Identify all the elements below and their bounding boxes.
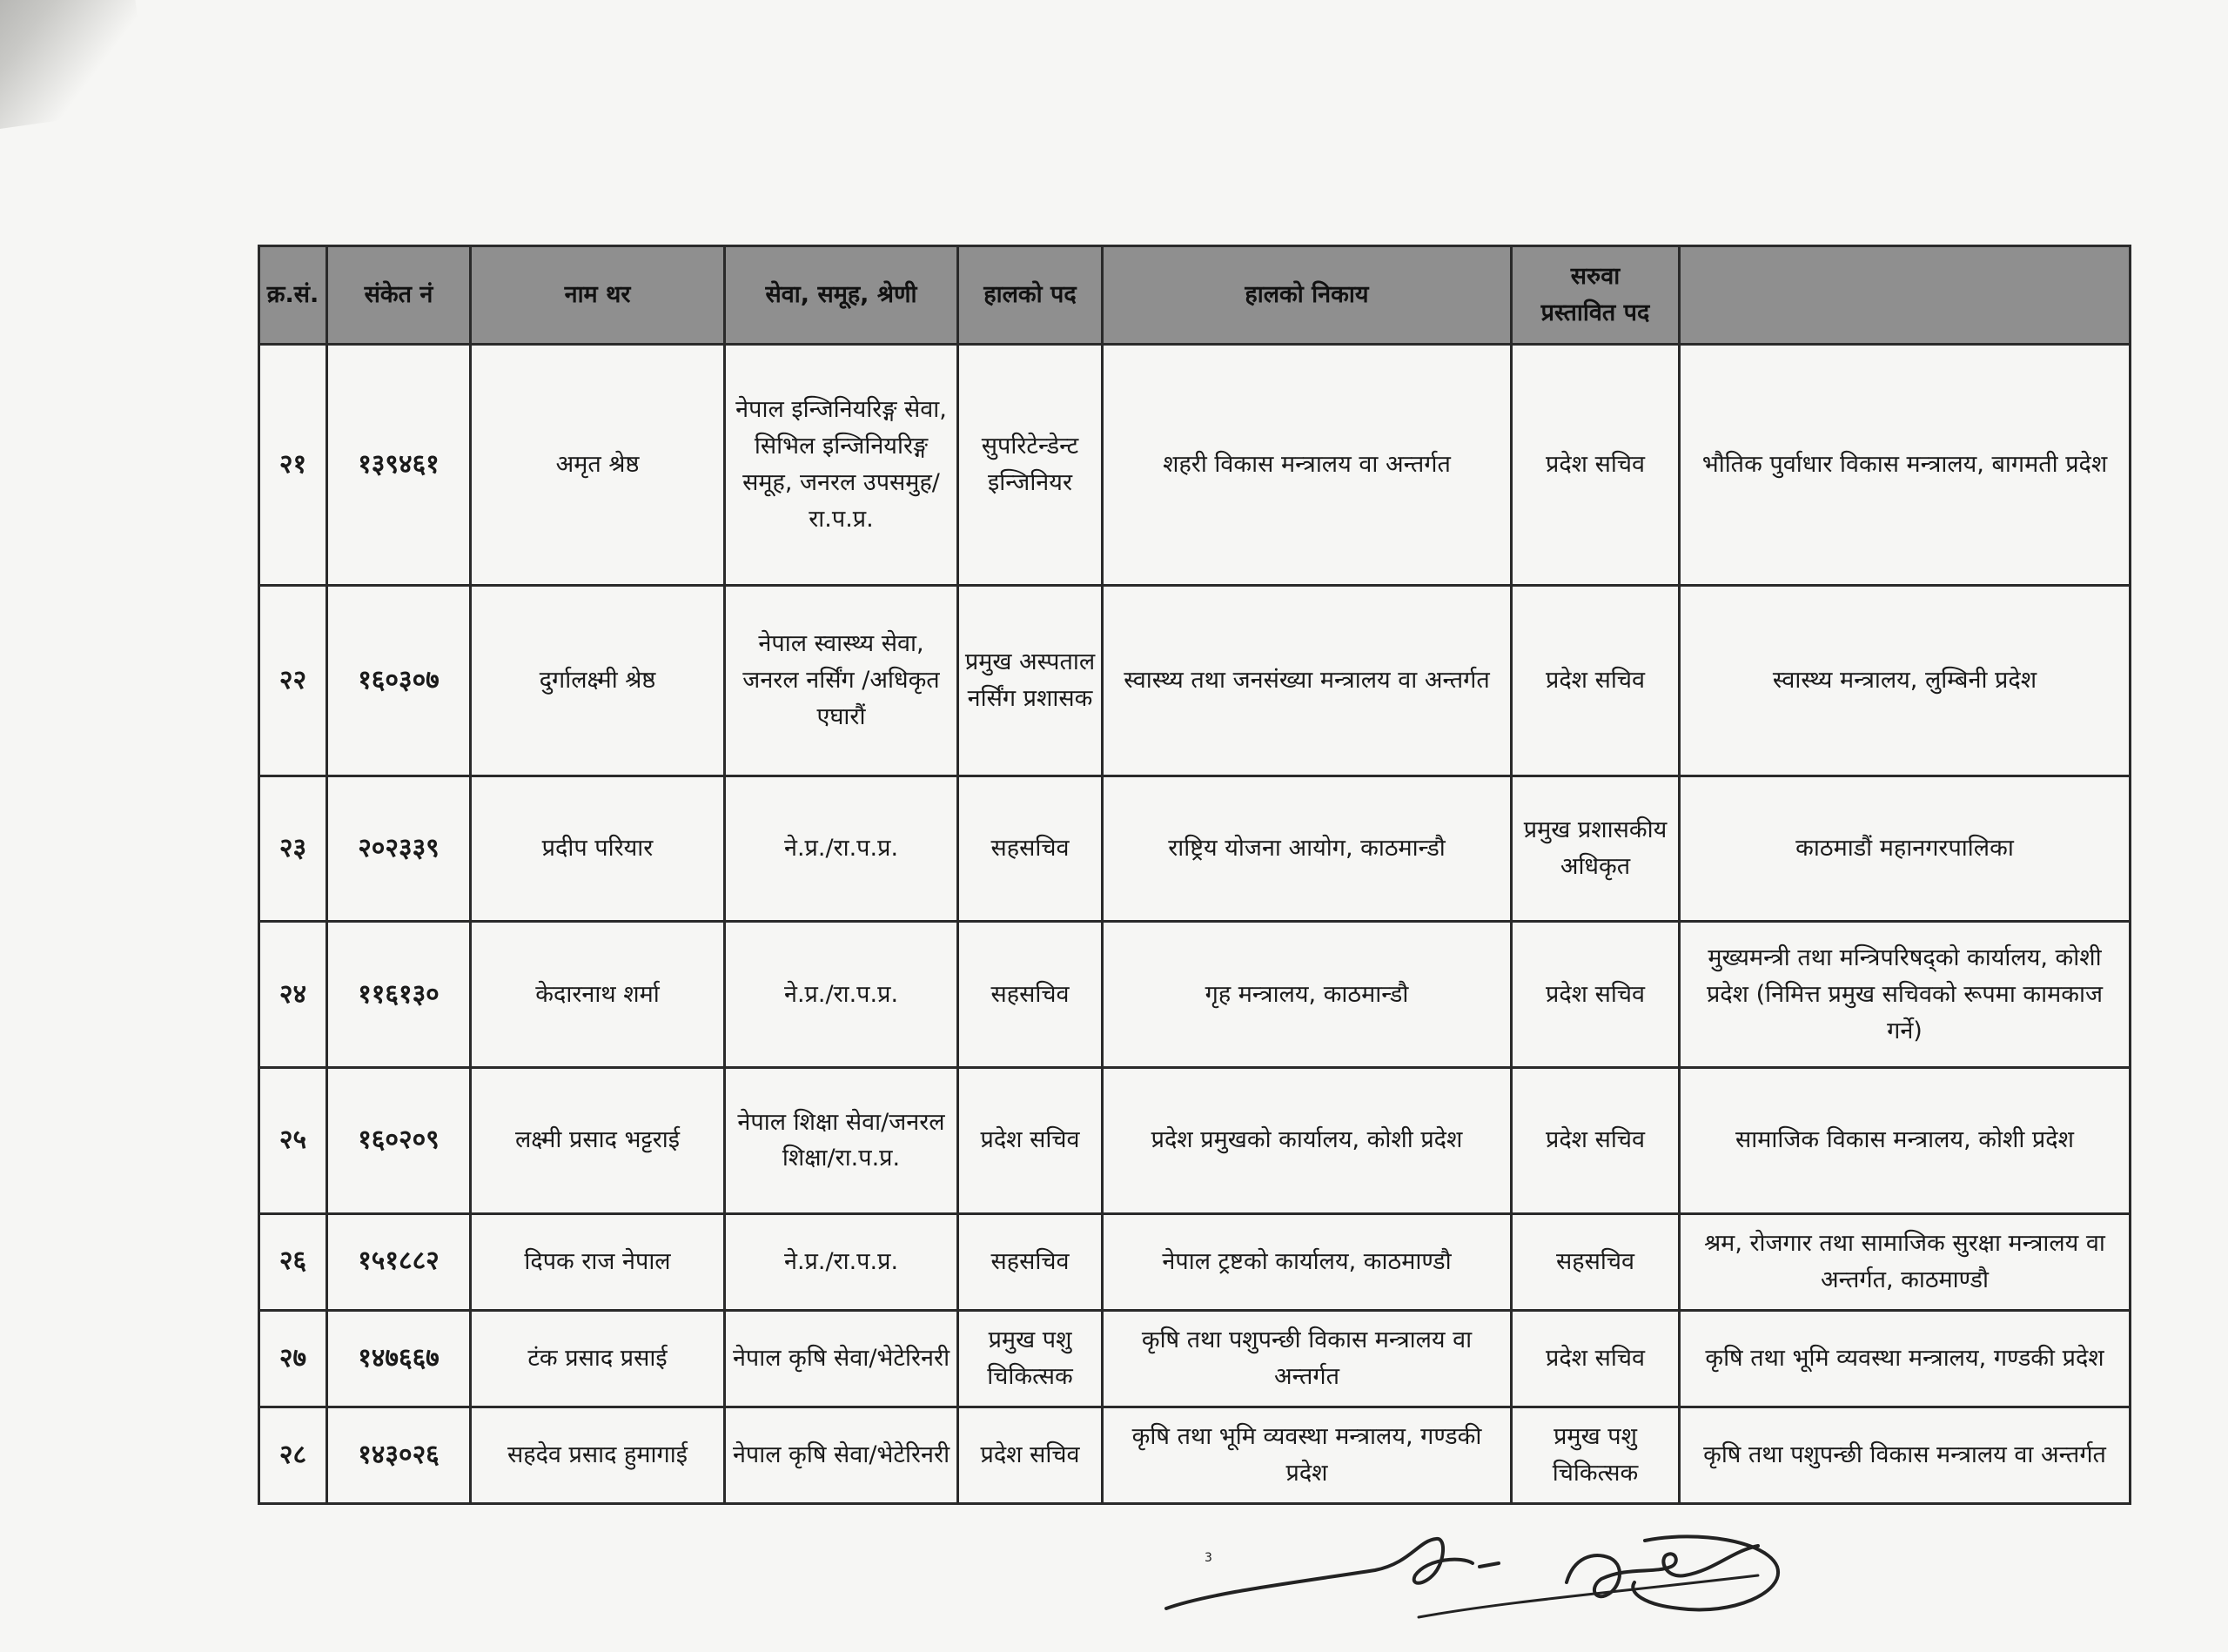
cell-current-office: शहरी विकास मन्त्रालय वा अन्तर्गत bbox=[1103, 345, 1512, 586]
cell-sn: २१ bbox=[259, 345, 327, 586]
cell-proposed-office: भौतिक पुर्वाधार विकास मन्त्रालय, बागमती प्रदेश bbox=[1680, 345, 2131, 586]
cell-name: दिपक राज नेपाल bbox=[471, 1213, 725, 1310]
cell-proposed-office: कृषि तथा पशुपन्छी विकास मन्त्रालय वा अन्तर्गत bbox=[1680, 1407, 2131, 1503]
cell-code: १४७६६७ bbox=[327, 1310, 471, 1407]
header-code: संकेत नं bbox=[327, 246, 471, 345]
cell-sn: २६ bbox=[259, 1213, 327, 1310]
cell-service: ने.प्र./रा.प.प्र. bbox=[725, 1213, 958, 1310]
cell-current-post: प्रदेश सचिव bbox=[958, 1068, 1103, 1214]
cell-name: सहदेव प्रसाद हुमागाई bbox=[471, 1407, 725, 1503]
cell-proposed-post: प्रमुख प्रशासकीय अधिकृत bbox=[1512, 776, 1680, 922]
table-row bbox=[259, 922, 2131, 1068]
cell-service: ने.प्र./रा.प.प्र. bbox=[725, 922, 958, 1068]
cell-proposed-post: सहसचिव bbox=[1512, 1213, 1680, 1310]
header-proposed-post-line2: प्रस्तावित पद bbox=[1540, 299, 1650, 326]
cell-current-post: सहसचिव bbox=[958, 922, 1103, 1068]
cell-sn: २२ bbox=[259, 585, 327, 776]
header-current-post: हालको पद bbox=[958, 246, 1103, 345]
cell-current-post: प्रमुख अस्पताल नर्सिंग प्रशासक bbox=[958, 585, 1103, 776]
cell-current-office: प्रदेश प्रमुखको कार्यालय, कोशी प्रदेश bbox=[1103, 1068, 1512, 1214]
cell-name: टंक प्रसाद प्रसाई bbox=[471, 1310, 725, 1407]
cell-proposed-post: प्रदेश सचिव bbox=[1512, 345, 1680, 586]
cell-service: ने.प्र./रा.प.प्र. bbox=[725, 776, 958, 922]
cell-proposed-office: काठमाडौं महानगरपालिका bbox=[1680, 776, 2131, 922]
table-row bbox=[259, 776, 2131, 922]
table-row bbox=[259, 345, 2131, 586]
cell-proposed-post: प्रदेश सचिव bbox=[1512, 1068, 1680, 1214]
header-sn: क्र.सं. bbox=[259, 246, 327, 345]
cell-proposed-post: प्रदेश सचिव bbox=[1512, 922, 1680, 1068]
cell-current-office: कृषि तथा पशुपन्छी विकास मन्त्रालय वा अन्तर्गत bbox=[1103, 1310, 1512, 1407]
cell-proposed-office: श्रम, रोजगार तथा सामाजिक सुरक्षा मन्त्रालय वा अन्तर्गत, काठमाण्डौ bbox=[1680, 1213, 2131, 1310]
cell-service: नेपाल कृषि सेवा/भेटेरिनरी bbox=[725, 1310, 958, 1407]
cell-proposed-post: प्रमुख पशु चिकित्सक bbox=[1512, 1407, 1680, 1503]
cell-service: नेपाल कृषि सेवा/भेटेरिनरी bbox=[725, 1407, 958, 1503]
cell-sn: २७ bbox=[259, 1310, 327, 1407]
cell-current-post: सुपरिटेन्डेन्ट इन्जिनियर bbox=[958, 345, 1103, 586]
page-corner-shadow bbox=[0, 0, 151, 134]
cell-proposed-office: कृषि तथा भूमि व्यवस्था मन्त्रालय, गण्डकी प्रदेश bbox=[1680, 1310, 2131, 1407]
header-name: नाम थर bbox=[471, 246, 725, 345]
cell-proposed-office: मुख्यमन्त्री तथा मन्त्रिपरिषद्को कार्यालय, कोशी प्रदेश (निमित्त प्रमुख सचिवको रूपमा कामकाज गर्ने) bbox=[1680, 922, 2131, 1068]
cell-sn: २५ bbox=[259, 1068, 327, 1214]
table-row bbox=[259, 1310, 2131, 1407]
cell-sn: २८ bbox=[259, 1407, 327, 1503]
cell-current-office: राष्ट्रिय योजना आयोग, काठमान्डौ bbox=[1103, 776, 1512, 922]
cell-current-office: नेपाल ट्रष्टको कार्यालय, काठमाण्डौ bbox=[1103, 1213, 1512, 1310]
cell-service: नेपाल स्वास्थ्य सेवा, जनरल नर्सिंग /अधिकृत एघारौं bbox=[725, 585, 958, 776]
cell-current-post: प्रमुख पशु चिकित्सक bbox=[958, 1310, 1103, 1407]
header-current-office: हालको निकाय bbox=[1103, 246, 1512, 345]
cell-current-post: प्रदेश सचिव bbox=[958, 1407, 1103, 1503]
cell-code: १३९४६१ bbox=[327, 345, 471, 586]
cell-sn: २३ bbox=[259, 776, 327, 922]
cell-name: दुर्गालक्ष्मी श्रेष्ठ bbox=[471, 585, 725, 776]
header-proposed-office bbox=[1680, 246, 2131, 345]
table-row bbox=[259, 1068, 2131, 1214]
header-proposed-post bbox=[1512, 246, 1680, 345]
cell-name: प्रदीप परियार bbox=[471, 776, 725, 922]
handwritten-signature bbox=[1158, 1506, 1802, 1636]
page-number: 3 bbox=[1205, 1551, 1212, 1565]
cell-proposed-office: स्वास्थ्य मन्त्रालय, लुम्बिनी प्रदेश bbox=[1680, 585, 2131, 776]
cell-current-post: सहसचिव bbox=[958, 776, 1103, 922]
cell-code: १६०३०७ bbox=[327, 585, 471, 776]
cell-code: २०२३३९ bbox=[327, 776, 471, 922]
cell-code: ११६१३० bbox=[327, 922, 471, 1068]
table-row bbox=[259, 1213, 2131, 1310]
cell-sn: २४ bbox=[259, 922, 327, 1068]
table-row bbox=[259, 1407, 2131, 1503]
cell-service: नेपाल इन्जिनियरिङ्ग सेवा, सिभिल इन्जिनियरिङ्ग समूह, जनरल उपसमुह/रा.प.प्र. bbox=[725, 345, 958, 586]
table-header-row bbox=[259, 246, 2131, 345]
cell-current-office: स्वास्थ्य तथा जनसंख्या मन्त्रालय वा अन्तर्गत bbox=[1103, 585, 1512, 776]
cell-name: लक्ष्मी प्रसाद भट्टराई bbox=[471, 1068, 725, 1214]
cell-current-office: कृषि तथा भूमि व्यवस्था मन्त्रालय, गण्डकी प्रदेश bbox=[1103, 1407, 1512, 1503]
cell-proposed-office: सामाजिक विकास मन्त्रालय, कोशी प्रदेश bbox=[1680, 1068, 2131, 1214]
cell-current-post: सहसचिव bbox=[958, 1213, 1103, 1310]
transfer-table bbox=[258, 245, 2131, 1505]
cell-current-office: गृह मन्त्रालय, काठमान्डौ bbox=[1103, 922, 1512, 1068]
cell-name: केदारनाथ शर्मा bbox=[471, 922, 725, 1068]
cell-proposed-post: प्रदेश सचिव bbox=[1512, 1310, 1680, 1407]
header-proposed-post-line1: सरुवा bbox=[1570, 263, 1621, 291]
cell-proposed-post: प्रदेश सचिव bbox=[1512, 585, 1680, 776]
cell-service: नेपाल शिक्षा सेवा/जनरल शिक्षा/रा.प.प्र. bbox=[725, 1068, 958, 1214]
cell-code: १६०२०९ bbox=[327, 1068, 471, 1214]
header-service: सेवा, समूह, श्रेणी bbox=[725, 246, 958, 345]
table-row bbox=[259, 585, 2131, 776]
cell-code: १४३०२६ bbox=[327, 1407, 471, 1503]
cell-code: १५१८८२ bbox=[327, 1213, 471, 1310]
cell-name: अमृत श्रेष्ठ bbox=[471, 345, 725, 586]
